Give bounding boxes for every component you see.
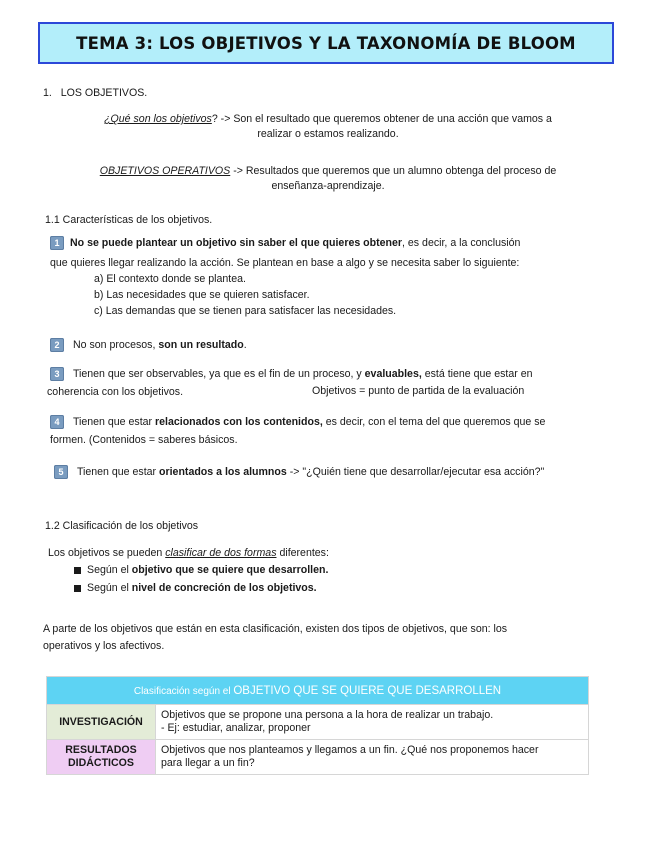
row-desc-line1: Objetivos que nos planteamos y llegamos a un fin. ¿Qué nos proponemos hacer bbox=[161, 744, 539, 756]
table-row bbox=[47, 705, 589, 740]
characteristic-5-text2: -> "¿Quién tiene que desarrollar/ejecutar esa acción?" bbox=[286, 466, 545, 478]
characteristic-3-text: Tienen que ser observables, ya que es el fin de un proceso, y bbox=[72, 368, 365, 380]
row-desc-line2: - Ej: estudiar, analizar, proponer bbox=[161, 722, 311, 734]
definition-2-text: -> Resultados que queremos que un alumno obtenga del proceso de bbox=[230, 165, 557, 177]
definition-2-term: OBJETIVOS OPERATIVOS bbox=[99, 165, 231, 177]
classification-table bbox=[46, 676, 589, 775]
characteristic-3-text2: está tiene que estar en bbox=[421, 368, 533, 380]
classify-bullet-1-bold: objetivo que se quiere que desarrollen. bbox=[131, 564, 329, 576]
characteristic-3-line2: coherencia con los objetivos. bbox=[47, 386, 184, 398]
number-badge-5: 5 bbox=[54, 465, 68, 479]
square-bullet-icon bbox=[74, 585, 81, 592]
classify-intro-end: diferentes: bbox=[276, 547, 329, 559]
characteristic-3-note: Objetivos = punto de partida de la evaluación bbox=[312, 385, 525, 397]
characteristic-4-text: Tienen que estar bbox=[72, 416, 156, 428]
number-badge-2: 2 bbox=[50, 338, 64, 352]
definition-1-line2: realizar o estamos realizando. bbox=[257, 128, 399, 140]
characteristic-3-bold: evaluables, bbox=[364, 368, 422, 380]
section-1-1-heading: 1.1 Características de los objetivos. bbox=[45, 214, 213, 226]
classify-bullet-2 bbox=[74, 581, 317, 595]
characteristic-4-line2: formen. (Contenidos = saberes básicos. bbox=[50, 434, 238, 446]
classify-intro bbox=[48, 546, 329, 560]
section-1-2-heading: 1.2 Clasificación de los objetivos bbox=[45, 520, 199, 532]
square-bullet-icon bbox=[74, 567, 81, 574]
aside-line1: A parte de los objetivos que están en esta clasificación, existen dos tipos de objetivos, que son: los bbox=[43, 623, 508, 635]
number-badge-3: 3 bbox=[50, 367, 64, 381]
characteristic-5 bbox=[54, 465, 544, 479]
classify-intro-text: Los objetivos se pueden bbox=[48, 547, 166, 559]
row-desc-investigacion bbox=[156, 705, 589, 740]
definition-2-line2: enseñanza-aprendizaje. bbox=[271, 180, 385, 192]
table-header-row bbox=[47, 677, 589, 705]
number-badge-1: 1 bbox=[50, 236, 64, 250]
characteristic-2-bold: son un resultado bbox=[158, 339, 244, 351]
row-label-resultados bbox=[47, 740, 156, 775]
characteristic-4-line1 bbox=[50, 415, 545, 429]
definition-1-term: ¿Qué son los objetivos bbox=[104, 113, 212, 125]
aside-line2: operativos y los afectivos. bbox=[43, 640, 165, 652]
characteristic-1-line2: que quieres llegar realizando la acción. Se plantean en base a algo y se necesita saber lo siguiente: bbox=[50, 257, 520, 269]
definition-1-line1 bbox=[40, 112, 616, 126]
table-row bbox=[47, 740, 589, 775]
classify-bullet-1 bbox=[74, 563, 328, 577]
characteristic-2-text: No son procesos, bbox=[72, 339, 159, 351]
section-1-title: LOS OBJETIVOS. bbox=[60, 87, 148, 99]
characteristic-1-item-b: b) Las necesidades que se quieren satisfacer. bbox=[94, 289, 310, 301]
row-label-line2: DIDÁCTICOS bbox=[68, 757, 134, 769]
classify-intro-term: clasificar de dos formas bbox=[165, 547, 277, 559]
characteristic-5-text: Tienen que estar bbox=[76, 466, 160, 478]
page-title: TEMA 3: LOS OBJETIVOS Y LA TAXONOMÍA DE BLOOM bbox=[76, 33, 576, 53]
table-header-caps: OBJETIVO QUE SE QUIERE QUE DESARROLLEN bbox=[233, 684, 502, 697]
table-header-prefix: Clasificación según el bbox=[133, 685, 234, 697]
characteristic-1-bold: No se puede plantear un objetivo sin saber el que quieres obtener bbox=[70, 237, 403, 249]
characteristic-5-bold: orientados a los alumnos bbox=[159, 466, 287, 478]
row-desc-line1: Objetivos que se propone una persona a la hora de realizar un trabajo. bbox=[161, 709, 494, 721]
row-label-line1: RESULTADOS bbox=[65, 744, 137, 756]
characteristic-2 bbox=[50, 338, 247, 352]
characteristic-4-text2: es decir, con el tema del que queremos que se bbox=[322, 416, 546, 428]
table-header bbox=[47, 677, 589, 705]
characteristic-1-line1 bbox=[50, 236, 520, 250]
characteristic-4-bold: relacionados con los contenidos, bbox=[155, 416, 323, 428]
characteristic-1-item-c: c) Las demandas que se tienen para satisfacer las necesidades. bbox=[94, 305, 397, 317]
characteristic-2-end: . bbox=[243, 339, 247, 351]
definition-2-line1 bbox=[40, 164, 616, 178]
section-1-heading bbox=[43, 86, 147, 100]
row-label-investigacion: INVESTIGACIÓN bbox=[47, 705, 156, 740]
number-badge-4: 4 bbox=[50, 415, 64, 429]
classify-bullet-1-text: Según el bbox=[87, 564, 132, 576]
characteristic-1-item-a: a) El contexto donde se plantea. bbox=[94, 273, 246, 285]
row-desc-line2: para llegar a un fin? bbox=[161, 757, 255, 769]
section-1-number: 1. bbox=[43, 87, 52, 99]
characteristic-1-text: , es decir, a la conclusión bbox=[402, 237, 521, 249]
row-desc-resultados bbox=[156, 740, 589, 775]
definition-1-text: ? -> Son el resultado que queremos obtener de una acción que vamos a bbox=[211, 113, 552, 125]
title-box bbox=[38, 22, 614, 64]
classify-bullet-2-bold: nivel de concreción de los objetivos. bbox=[131, 582, 317, 594]
characteristic-3-line1 bbox=[50, 367, 533, 381]
classify-bullet-2-text: Según el bbox=[87, 582, 132, 594]
